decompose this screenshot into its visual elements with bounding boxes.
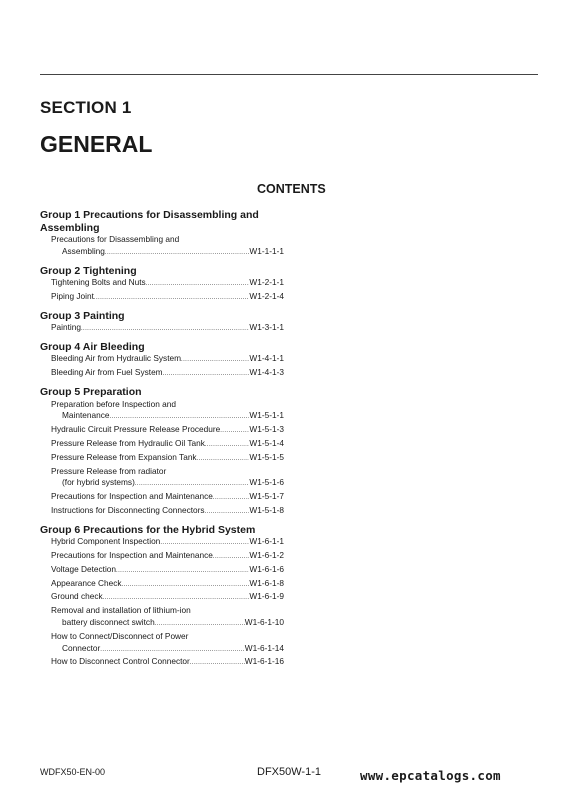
toc-entry-line bbox=[51, 643, 284, 657]
dot-leader bbox=[181, 353, 249, 367]
toc-entry[interactable] bbox=[40, 367, 284, 381]
toc-entry-text: Removal and installation of lithium-ion bbox=[51, 605, 191, 616]
toc-page-ref: W1-6-1-6 bbox=[249, 563, 284, 574]
section-label: SECTION 1 bbox=[40, 98, 132, 117]
toc-entry-line bbox=[51, 424, 284, 438]
group-title: Group 6 Precautions for the Hybrid System bbox=[40, 523, 256, 536]
section-title: GENERAL bbox=[40, 131, 153, 157]
toc-page-ref: W1-5-1-1 bbox=[249, 410, 284, 421]
toc-page-ref: W1-6-1-14 bbox=[244, 642, 284, 653]
toc-entry[interactable] bbox=[40, 536, 284, 550]
toc-entry-line bbox=[51, 631, 284, 643]
toc-entry-text: Tightening Bolts and Nuts bbox=[51, 277, 146, 288]
toc-entry-text: battery disconnect switch bbox=[62, 617, 155, 628]
toc-entry-line bbox=[51, 578, 284, 592]
toc-entry-text: Voltage Detection bbox=[51, 563, 117, 574]
toc-entry-line bbox=[51, 591, 284, 605]
group-title: Group 4 Air Bleeding bbox=[40, 340, 145, 353]
toc-entry[interactable] bbox=[40, 550, 284, 564]
dot-leader bbox=[213, 550, 250, 564]
toc-entry-line bbox=[51, 452, 284, 466]
group-title: Group 2 Tightening bbox=[40, 264, 137, 277]
dot-leader bbox=[116, 564, 249, 578]
toc-entry-text: Appearance Check bbox=[51, 577, 122, 588]
toc-page-ref: W1-5-1-3 bbox=[249, 424, 284, 435]
dot-leader bbox=[220, 424, 249, 438]
toc-entry-line bbox=[51, 367, 284, 381]
toc-page-ref: W1-3-1-1 bbox=[249, 322, 284, 333]
toc-entry-text: Painting bbox=[51, 322, 81, 333]
contents-heading: CONTENTS bbox=[257, 182, 326, 196]
toc-entry-text: Precautions for Disassembling and bbox=[51, 234, 180, 244]
toc-entry-text: (for hybrid systems) bbox=[62, 477, 135, 488]
toc-entry[interactable] bbox=[40, 491, 284, 505]
toc-page-ref: W1-5-1-7 bbox=[249, 491, 284, 502]
header-rule bbox=[40, 74, 538, 75]
toc-entry-text: Preparation before Inspection and bbox=[51, 398, 177, 409]
toc-page-ref: W1-6-1-10 bbox=[244, 617, 284, 628]
toc-page-ref: W1-6-1-1 bbox=[249, 536, 284, 547]
dot-leader bbox=[163, 367, 250, 381]
group-title: Group 1 Precautions for Disassembling and bbox=[40, 209, 259, 221]
toc-entry-text: Maintenance bbox=[62, 410, 110, 421]
toc-entry[interactable] bbox=[40, 564, 284, 578]
toc-entry[interactable] bbox=[40, 424, 284, 438]
toc-entry[interactable] bbox=[40, 234, 284, 260]
toc-entry[interactable] bbox=[40, 277, 284, 291]
toc-entry[interactable] bbox=[40, 353, 284, 367]
toc-entry-line bbox=[51, 466, 284, 478]
toc-entry[interactable] bbox=[40, 591, 284, 605]
toc-page-ref: W1-2-1-1 bbox=[249, 277, 284, 288]
toc-entry-text: Bleeding Air from Hydraulic System bbox=[51, 353, 182, 364]
toc-entry-text: Instructions for Disconnecting Connectors bbox=[51, 504, 205, 515]
toc-entry[interactable] bbox=[40, 466, 284, 492]
group-title: Group 5 Preparation bbox=[40, 386, 142, 399]
toc-entry-line bbox=[51, 477, 284, 491]
dot-leader bbox=[155, 617, 245, 631]
toc-page-ref: W1-5-1-8 bbox=[249, 504, 284, 515]
group-title: Assembling bbox=[40, 221, 100, 234]
dot-leader bbox=[205, 438, 250, 452]
toc-entry-line bbox=[51, 246, 284, 260]
toc-entry[interactable] bbox=[40, 322, 284, 336]
toc-entry-text: Ground check bbox=[51, 591, 103, 602]
toc-entry-line bbox=[51, 656, 284, 670]
document-code: WDFX50-EN-00 bbox=[40, 767, 106, 777]
toc-entry[interactable] bbox=[40, 399, 284, 425]
toc-entry-text: How to Connect/Disconnect of Power bbox=[51, 630, 189, 641]
toc-entry-line bbox=[51, 322, 284, 336]
toc-entry-line bbox=[51, 550, 284, 564]
toc-page-ref: W1-6-1-8 bbox=[249, 577, 284, 588]
dot-leader bbox=[213, 491, 250, 505]
toc-page-ref: W1-5-1-6 bbox=[249, 477, 284, 488]
toc-entry-line bbox=[51, 353, 284, 367]
dot-leader bbox=[103, 591, 250, 605]
toc-entry-line bbox=[51, 410, 284, 424]
toc-entry-text: Bleeding Air from Fuel System bbox=[51, 367, 163, 378]
dot-leader bbox=[122, 578, 250, 592]
toc-entry-line bbox=[51, 234, 284, 246]
toc-entry[interactable] bbox=[40, 605, 284, 631]
toc-entry[interactable] bbox=[40, 656, 284, 670]
toc-entry-text: Pressure Release from Expansion Tank bbox=[51, 451, 197, 462]
toc-entry-line bbox=[51, 491, 284, 505]
toc-entry[interactable] bbox=[40, 438, 284, 452]
toc-group bbox=[40, 524, 284, 670]
toc-page-ref: W1-4-1-3 bbox=[249, 367, 284, 378]
toc-entry[interactable] bbox=[40, 452, 284, 466]
toc-entry-line bbox=[51, 536, 284, 550]
toc-entry-text: Pressure Release from Hydraulic Oil Tank bbox=[51, 437, 205, 448]
toc-entry[interactable] bbox=[40, 291, 284, 305]
toc-entry-text: Precautions for Inspection and Maintenance bbox=[51, 550, 213, 561]
toc-group bbox=[40, 265, 284, 305]
toc-entry-text: Connector bbox=[62, 642, 101, 653]
toc-entry-text: Piping Joint bbox=[51, 290, 94, 301]
toc-entry-line bbox=[51, 277, 284, 291]
toc-entry-line bbox=[51, 617, 284, 631]
toc-group bbox=[40, 386, 284, 519]
toc-entry-text: How to Disconnect Control Connector bbox=[51, 656, 190, 667]
dot-leader bbox=[197, 452, 250, 466]
toc-entry-text: Hydraulic Circuit Pressure Release Procedure bbox=[51, 424, 221, 435]
toc-entry-text: Hybrid Component Inspection bbox=[51, 536, 161, 547]
toc-entry-line bbox=[51, 505, 284, 519]
page-number: DFX50W-1-1 bbox=[257, 766, 321, 778]
toc-page-ref: W1-6-1-16 bbox=[244, 656, 284, 667]
toc-entry-line bbox=[51, 438, 284, 452]
dot-leader bbox=[81, 322, 249, 336]
toc-entry-text: Assembling bbox=[62, 245, 105, 256]
dot-leader bbox=[105, 246, 250, 260]
dot-leader bbox=[160, 536, 249, 550]
dot-leader bbox=[190, 656, 245, 670]
dot-leader bbox=[94, 291, 250, 305]
toc-entry-line bbox=[51, 564, 284, 578]
toc-page-ref: W1-2-1-4 bbox=[249, 290, 284, 301]
dot-leader bbox=[205, 505, 250, 519]
group-title: Group 3 Painting bbox=[40, 309, 125, 322]
toc-page-ref: W1-6-1-2 bbox=[249, 550, 284, 561]
dot-leader bbox=[135, 477, 250, 491]
dot-leader bbox=[110, 410, 250, 424]
toc-group bbox=[40, 341, 284, 381]
toc-group bbox=[40, 310, 284, 336]
toc-entry[interactable] bbox=[40, 578, 284, 592]
watermark-url: www.epcatalogs.com bbox=[360, 768, 501, 783]
dot-leader bbox=[146, 277, 250, 291]
toc-entry[interactable] bbox=[40, 505, 284, 519]
toc-group bbox=[40, 209, 284, 260]
toc-page-ref: W1-5-1-5 bbox=[249, 451, 284, 462]
toc-entry-text: Pressure Release from radiator bbox=[51, 465, 167, 476]
toc-entry-line bbox=[51, 291, 284, 305]
toc-entry-line bbox=[51, 605, 284, 617]
toc-page-ref: W1-6-1-9 bbox=[249, 591, 284, 602]
toc-entry-text: Precautions for Inspection and Maintenance bbox=[51, 491, 213, 502]
dot-leader bbox=[100, 643, 245, 657]
toc-page-ref: W1-1-1-1 bbox=[249, 245, 284, 256]
toc-page-ref: W1-5-1-4 bbox=[249, 437, 284, 448]
toc-entry[interactable] bbox=[40, 631, 284, 657]
toc-entry-line bbox=[51, 399, 284, 411]
table-of-contents bbox=[40, 209, 284, 675]
toc-page-ref: W1-4-1-1 bbox=[249, 353, 284, 364]
